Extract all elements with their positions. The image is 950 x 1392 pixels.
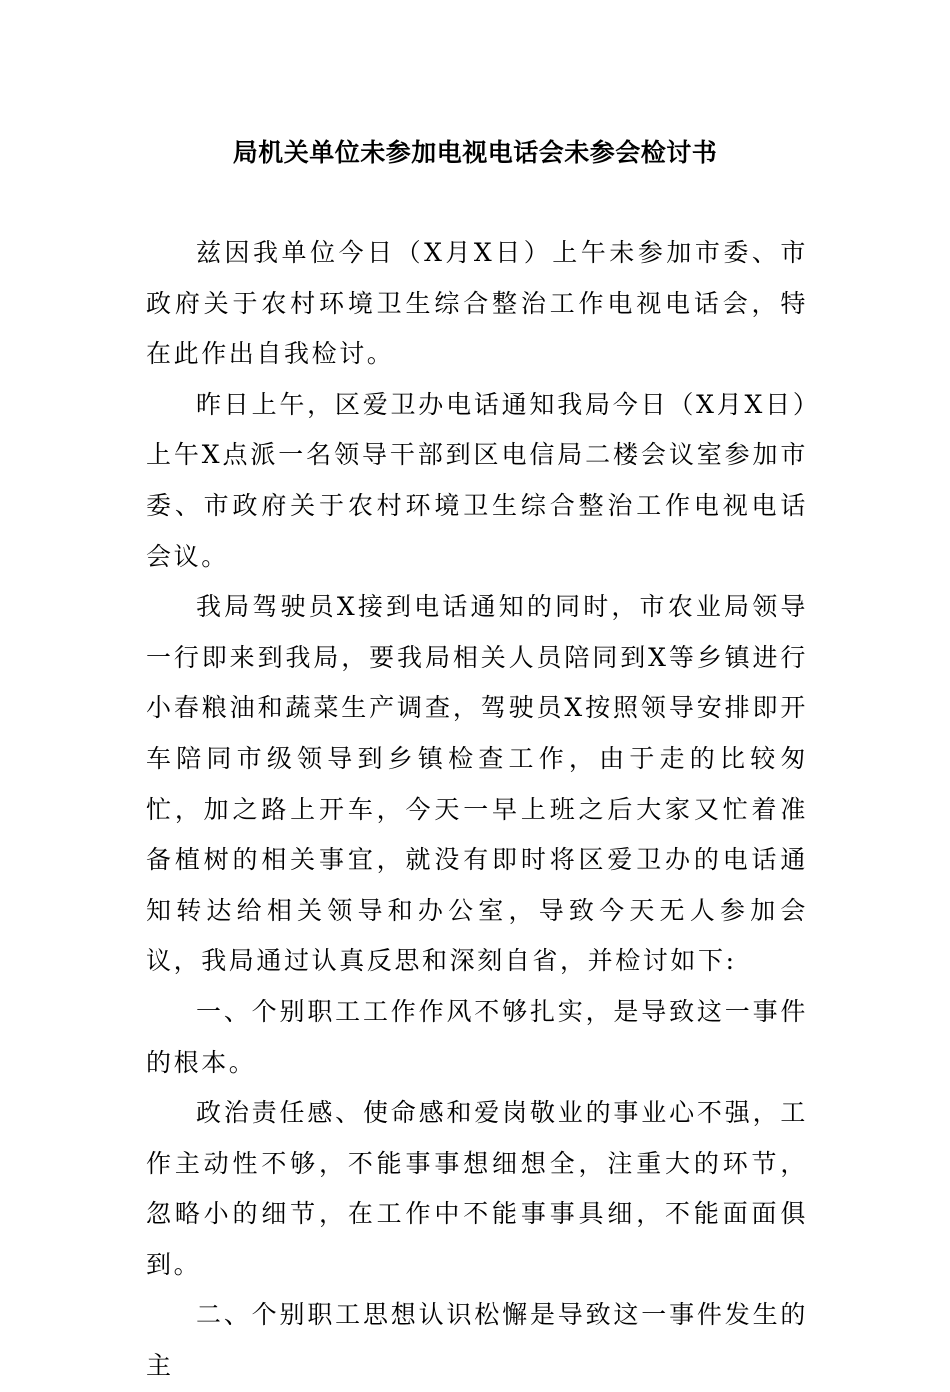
paragraph-1: 兹因我单位今日（X月X日）上午未参加市委、市政府关于农村环境卫生综合整治工作电视电话会，特在此作出自我检讨。 xyxy=(146,238,808,369)
document-body xyxy=(146,228,808,1392)
paragraph-5: 政治责任感、使命感和爱岗敬业的事业心不强，工作主动性不够，不能事事想细想全，注重大的环节，忽略小的细节，在工作中不能事事具细，不能面面俱到。 xyxy=(146,1098,808,1279)
paragraph-6: 二、个别职工思想认识松懈是导致这一事件发生的主 xyxy=(146,1300,808,1381)
paragraph-2: 昨日上午，区爱卫办电话通知我局今日（X月X日）上午X点派一名领导干部到区电信局二楼会议室参加市委、市政府关于农村环境卫生综合整治工作电视电话会议。 xyxy=(146,389,808,571)
paragraph-4: 一、个别职工工作作风不够扎实，是导致这一事件的根本。 xyxy=(146,996,808,1077)
paragraph-3: 我局驾驶员X接到电话通知的同时，市农业局领导一行即来到我局，要我局相关人员陪同到X等乡镇进行小春粮油和蔬菜生产调查，驾驶员X按照领导安排即开车陪同市级领导到乡镇检查工作，由于走的比较匆忙，加之路上开车，今天一早上班之后大家又忙着准备植树的相关事宜，就没有即时将区爱卫办的电话通知转达给相关领导和办公室，导致今天无人参加会议，我局通过认真反思和深刻自省，并检讨如下: xyxy=(146,592,808,976)
document-title: 局机关单位未参加电视电话会未参会检讨书 xyxy=(232,138,718,167)
